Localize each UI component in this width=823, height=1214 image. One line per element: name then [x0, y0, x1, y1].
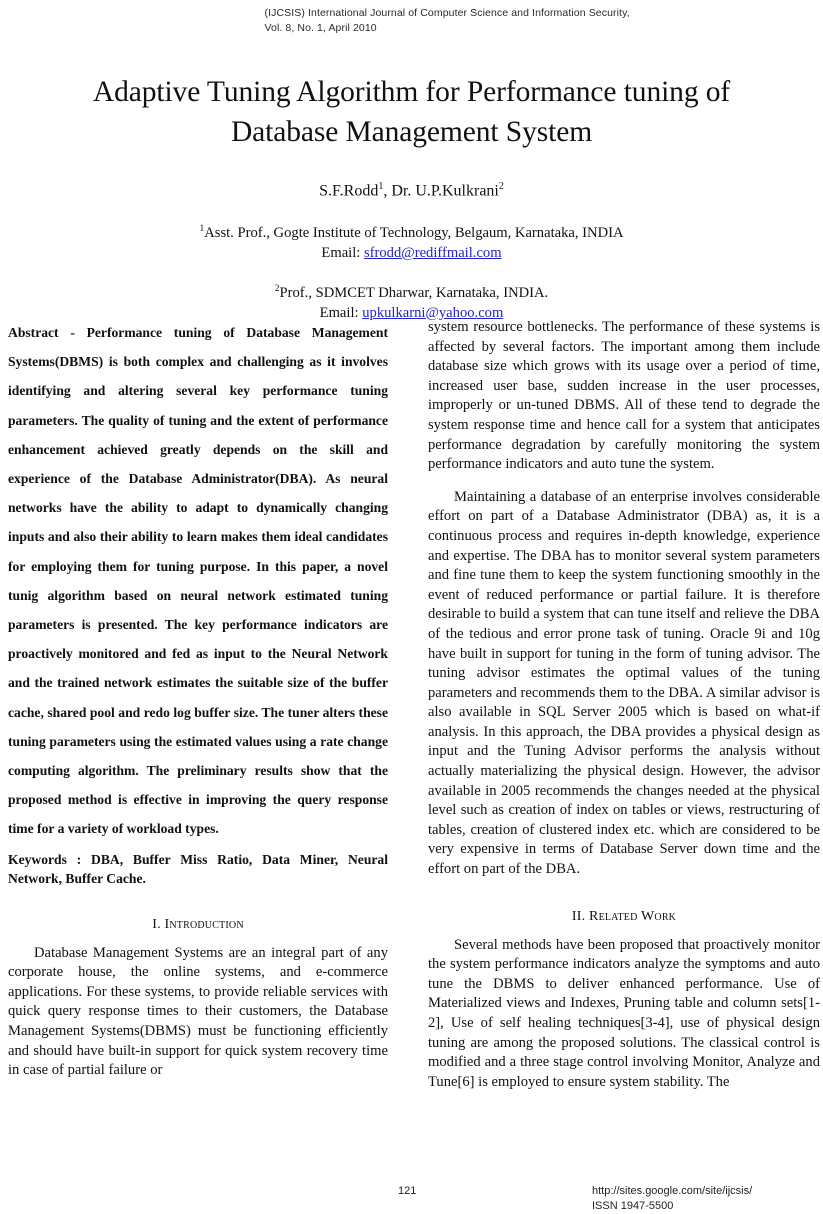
abstract-text: Abstract - Performance tuning of Database Management Systems(DBMS) is both complex and challenging as it involves identifying and altering several key performance tuning parameters. The quality of tuning and the extent of performance enhancement achieved greatly depends on the skill and experience of the Database Administrator(DBA). As neural networks have the ability to adapt to dynamically changing inputs and also their ability to learn makes them ideal candidates for employing them for tuning purpose. In this paper, a novel tunig algorithm based on neural network estimated tuning parameters is presented. The key performance indicators are proactively monitored and fed as input to the Neural Network and the trained network estimates the suitable size of the buffer cache, shared pool and redo log buffer size. The tuner alters these tuning parameters using the estimated values using a rate change computing algorithm. The preliminary results show that the proposed method is effective in improving the query response time for a variety of workload types.: [8, 325, 388, 837]
intro-paragraph-1-left: Database Management Systems are an integral part of any corporate house, the online systems, and e-commerce applications. For these systems, to provide reliable services with quick query response times to their customers, the Database Management Systems(DBMS) must be functioning efficiently and should have built-in support for quick system recovery time in case of partial failure or: [8, 944, 388, 1079]
footer-site-url: http://sites.google.com/site/ijcsis/: [592, 1185, 753, 1197]
title-line-1: Adaptive Tuning Algorithm for Performance tuning of: [92, 76, 731, 108]
keywords-text: Keywords : DBA, Buffer Miss Ratio, Data Miner, Neural Network, Buffer Cache.: [8, 851, 388, 886]
running-head-line-2: Vol. 8, No. 1, April 2010: [264, 22, 377, 34]
affiliation-1-email-line: [0, 243, 823, 263]
author-sup-2: 2: [498, 181, 504, 192]
section-heading-introduction: [8, 916, 388, 934]
page-number: 121: [398, 1185, 417, 1197]
affiliation-2-marker: 2: [274, 284, 280, 294]
section-title-related-work: Related Work: [585, 908, 677, 924]
author-list: [0, 176, 823, 202]
author-separator: ,: [383, 182, 392, 200]
related-work-paragraph-1: Several methods have been proposed that proactively monitor the system performance indicators analyze the symptoms and auto tune the DBMS to deliver enhanced performance. Use of Materialized views and Indexes, Pruning table and column sets[1-2], Use of self healing techniques[3-4], use of physical design tuning are among the proposed solutions. The classical control is modified and a three stage control involving Monitor, Analyze and Tune[6] is employed to ensure system stability. The: [428, 936, 820, 1090]
running-head: [0, 6, 823, 36]
column-left: [8, 318, 388, 1081]
title-block: [0, 72, 823, 152]
section-title-introduction: Introduction: [160, 916, 244, 932]
email-link-2[interactable]: upkulkarni@yahoo.com: [362, 304, 504, 321]
affiliation-1-text: Asst. Prof., Gogte Institute of Technology, Belgaum, Karnataka, INDIA: [204, 224, 624, 241]
intro-paragraph-1-right: system resource bottlenecks. The performance of these systems is affected by several factors. The important among them include database size which grows with its usage over a period of time, increased user base, sudden increase in the user processes, improperly or un-tuned DBMS. All of these tend to degrade the system response time and hence call for a system that anticipates performance degradation by carefully monitoring the system performance indicators and auto tune the system.: [428, 319, 820, 473]
section-heading-related-work: [428, 908, 820, 926]
title-line-2: Database Management System: [230, 116, 593, 148]
email-link-1[interactable]: sfrodd@rediffmail.com: [363, 244, 502, 261]
footer-issn: ISSN 1947-5500: [592, 1200, 674, 1212]
email-label-2: Email:: [319, 304, 363, 321]
running-head-line-1: (IJCSIS) International Journal of Computer Science and Information Security,: [264, 7, 630, 19]
affiliation-1-marker: 1: [199, 224, 205, 234]
author-name-2: Dr. U.P.Kulkrani: [391, 182, 499, 200]
intro-paragraph-2: Maintaining a database of an enterprise involves considerable effort on part of a Database Administrator (DBA) as, it is a continuous process and requires in-depth knowledge, experience and expertise. The DBA has to monitor several system parameters and fine tune them to keep the system functioning smoothly in the event of reduced performance or partial failure. It is therefore desirable to build a system that can tune itself and relieve the DBA of the tedious and error prone task of tuning. Oracle 9i and 10g have built in support for tuning in the form of tuning advisor. The tuning advisor estimates the optimal values of the tuning parameters and recommends them to the DBA. A similar advisor is also available in SQL Server 2005 which is based on what-if analysis. In this approach, the DBA provides a physical design as input and the Tuning Advisor performs the analysis without actually materializing the physical design. However, the advisor available in 2005 recommends the changes needed at the physical level such as creation of index on tables or views, restructuring of tables, creation of clustered index etc. which are considered to be very expensive in terms of Database Server down time and the effort on part of the DBA.: [428, 488, 820, 878]
email-label-1: Email:: [321, 244, 364, 261]
column-right: [428, 318, 820, 1092]
footer-imprint: [592, 1184, 752, 1214]
author-name-1: S.F.Rodd: [319, 182, 379, 200]
page-title: [62, 72, 762, 152]
affiliation-1: [0, 219, 823, 263]
section-number-introduction: I.: [152, 916, 161, 932]
affiliation-2: [0, 279, 823, 323]
affiliation-2-text: Prof., SDMCET Dharwar, Karnataka, INDIA.: [279, 284, 549, 301]
section-number-related-work: II.: [571, 908, 586, 924]
author-sup-1: 1: [378, 181, 384, 192]
